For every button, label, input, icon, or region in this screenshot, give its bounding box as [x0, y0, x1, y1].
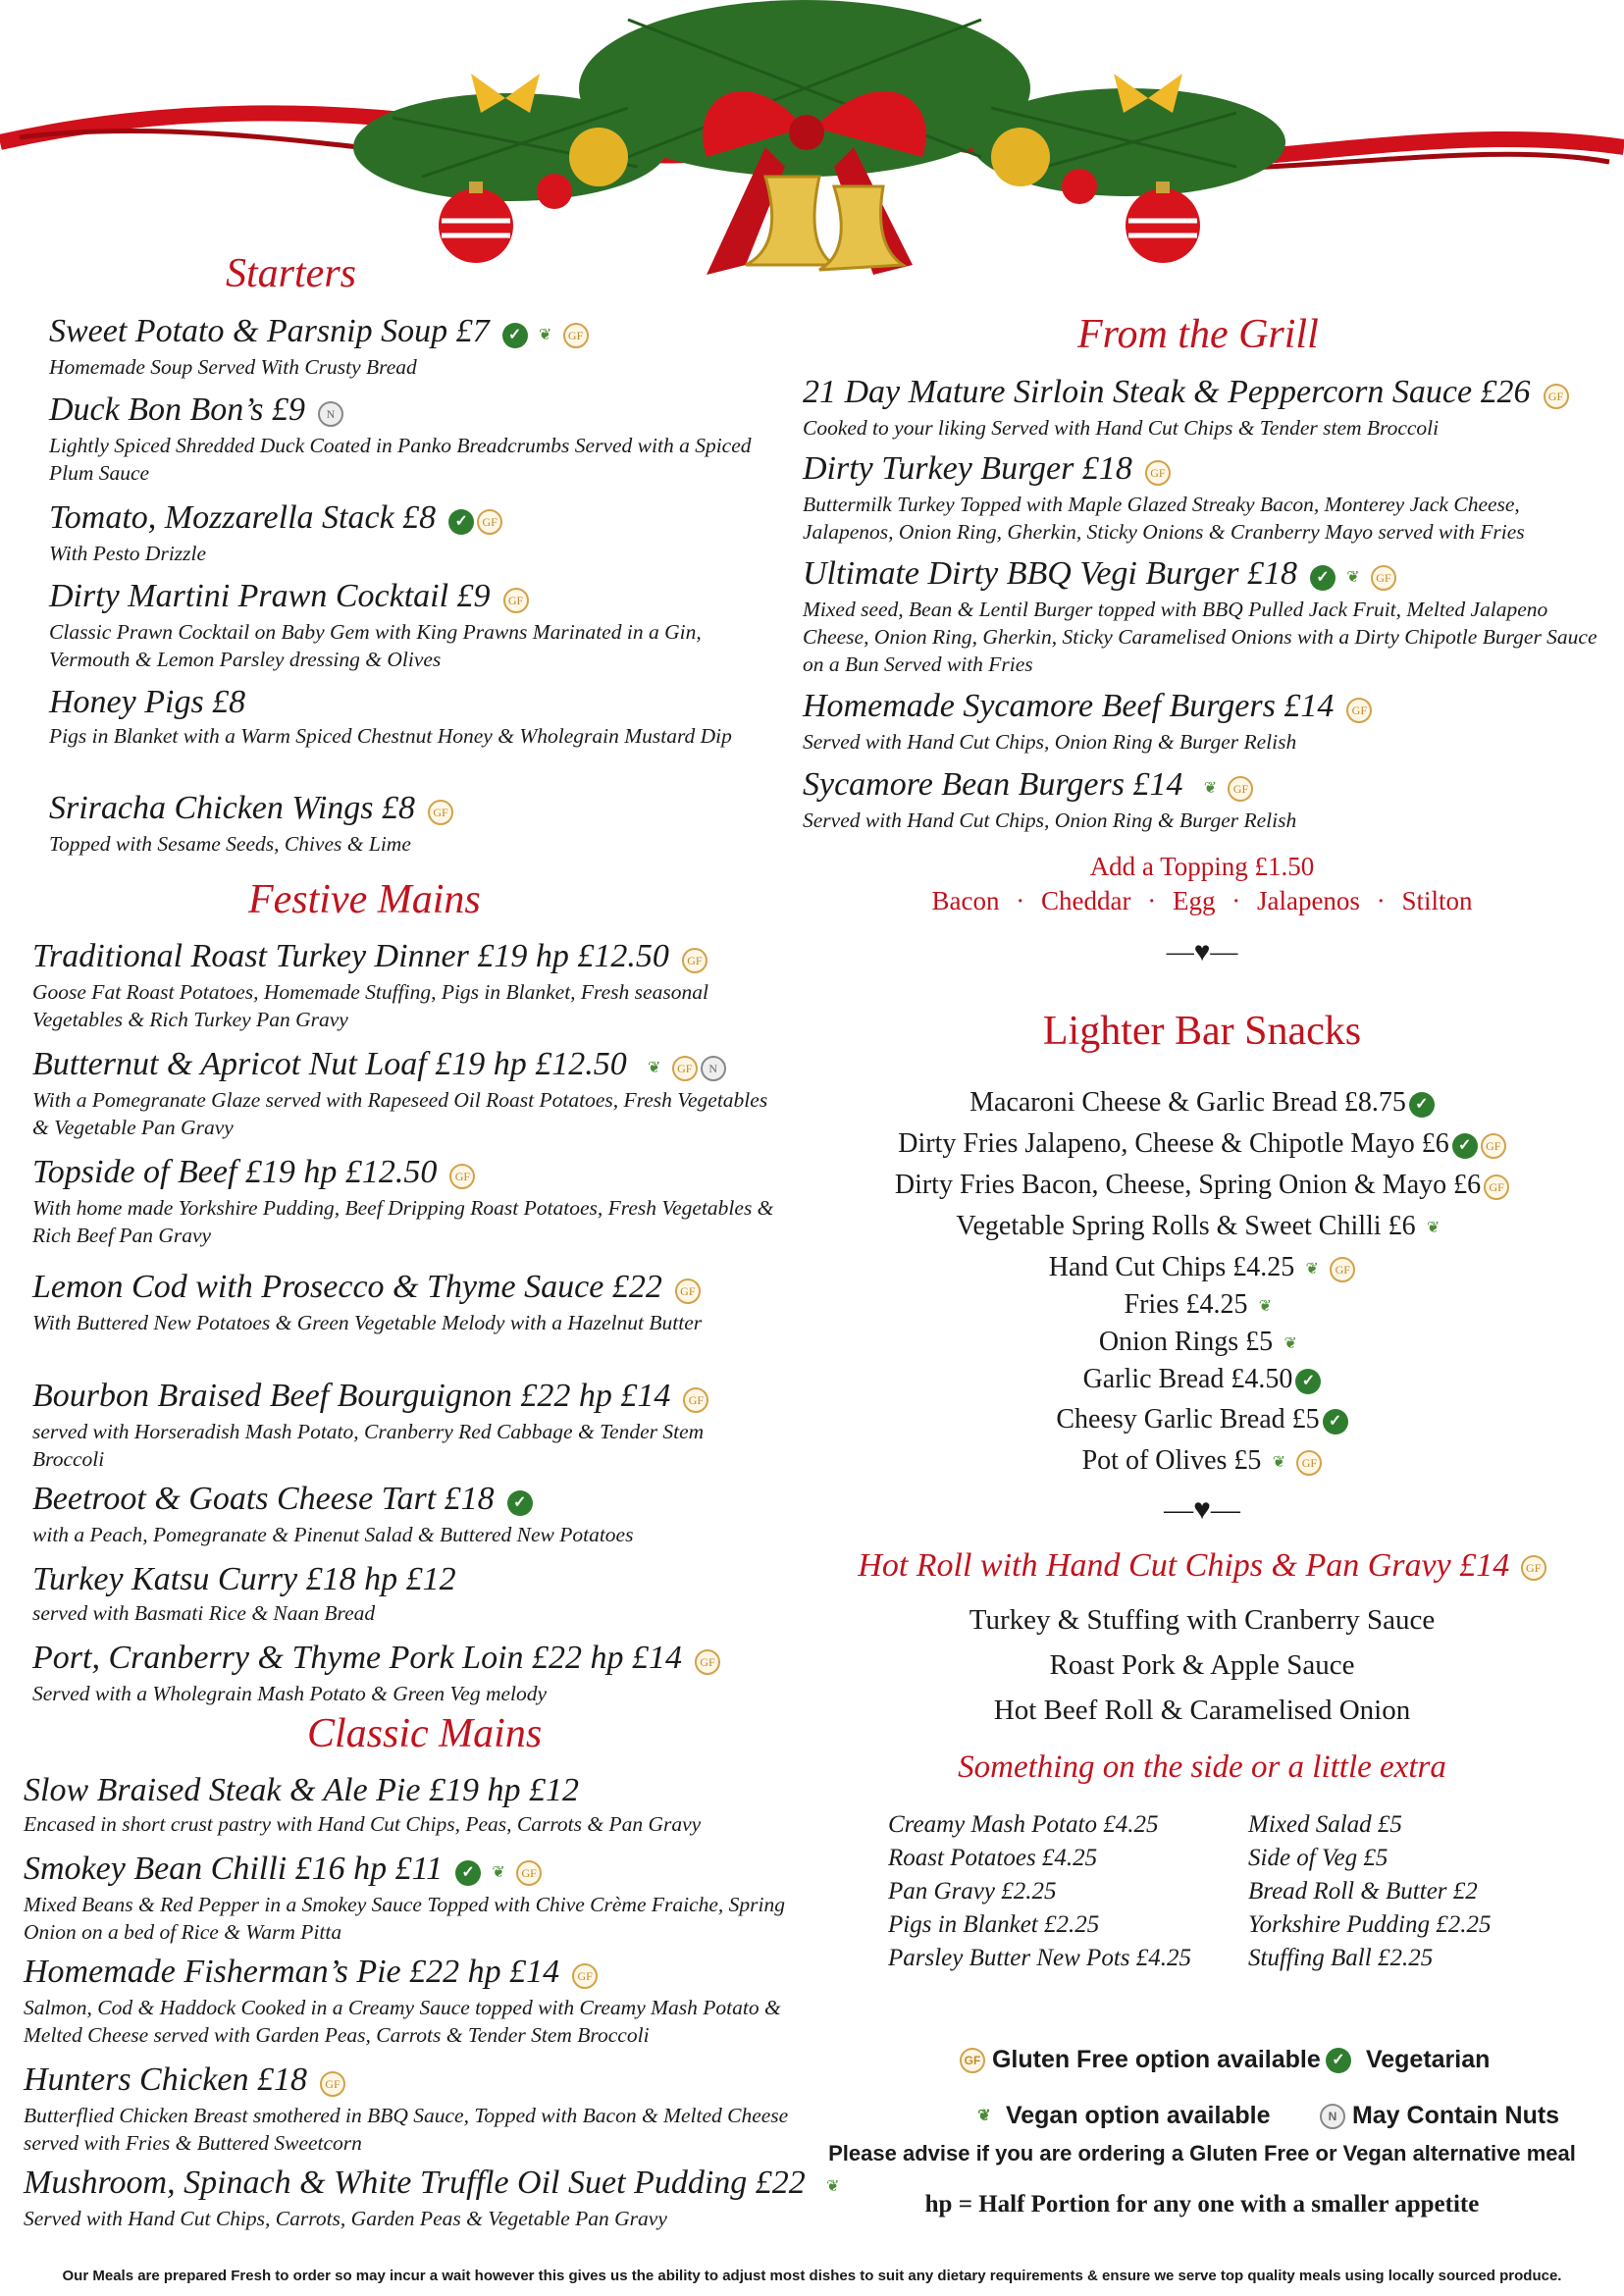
- snack-item: [805, 1399, 1599, 1440]
- vegan-icon: ❦: [1272, 1453, 1286, 1471]
- dish-name: Lemon Cod with Prosecco & Thyme Sauce £22: [32, 1269, 662, 1305]
- snack-name: Garlic Bread £4.50: [1082, 1364, 1293, 1394]
- classic-item-name: [24, 2164, 840, 2205]
- topping-cheddar: Cheddar: [1041, 886, 1131, 915]
- hot-roll-option: Roast Pork & Apple Sauce: [1049, 1649, 1355, 1681]
- dietary-icons: [315, 392, 343, 432]
- festive-item-description: served with Basmati Rice & Naan Bread: [32, 1601, 376, 1625]
- nuts-icon: N: [318, 401, 343, 427]
- classic-mains-heading: Classic Mains: [307, 1711, 543, 1756]
- sides-heading: Something on the side or a little extra: [958, 1749, 1446, 1785]
- topping-jalapenos: Jalapenos: [1256, 886, 1360, 915]
- dietary-icons: [637, 1047, 726, 1086]
- gluten-free-icon: GF: [1544, 384, 1569, 409]
- dish-name: Ultimate Dirty BBQ Vegi Burger £18: [803, 555, 1297, 592]
- dietary-icons: [500, 579, 529, 618]
- vegan-icon: ❦: [492, 1864, 505, 1882]
- grill-item: [803, 765, 1607, 834]
- gluten-free-icon: GF: [1521, 1555, 1546, 1581]
- gluten-free-icon: GF: [503, 588, 529, 613]
- starter-item-description: Homemade Soup Served With Crusty Bread: [49, 355, 417, 380]
- hot-roll-title: Hot Roll with Hand Cut Chips & Pan Gravy £14: [858, 1547, 1510, 1584]
- starter-item-name: [49, 391, 775, 432]
- topping-bacon: Bacon: [931, 886, 1000, 915]
- sides-left-column: [888, 1808, 1191, 1975]
- starter-item: [49, 789, 775, 858]
- starter-item-description: Pigs in Blanket with a Warm Spiced Chestnut Honey & Wholegrain Mustard Dip: [49, 724, 732, 748]
- classic-item-name: [24, 2061, 799, 2102]
- classic-item: [24, 1850, 799, 1946]
- classic-item: [24, 1953, 799, 2049]
- gluten-free-icon: GF: [449, 1164, 475, 1189]
- side-item: Pan Gravy £2.25: [888, 1878, 1057, 1905]
- dish-name: Slow Braised Steak & Ale Pie £19 hp £12: [24, 1772, 579, 1808]
- dietary-icons: [446, 1155, 475, 1194]
- side-item: Creamy Mash Potato £4.25: [888, 1811, 1159, 1838]
- vegetarian-icon: ✓: [1323, 1409, 1348, 1435]
- starter-item-description: Topped with Sesame Seeds, Chives & Lime: [49, 832, 411, 857]
- grill-item: [803, 687, 1607, 756]
- legend-vegetarian: [1323, 2046, 1490, 2074]
- dietary-icons: [425, 791, 453, 830]
- gluten-free-icon: GF: [675, 1278, 701, 1304]
- side-item: Bread Roll & Butter £2: [1248, 1878, 1478, 1905]
- festive-mains-heading: Festive Mains: [248, 877, 481, 922]
- snack-name: Hand Cut Chips £4.25: [1048, 1252, 1295, 1282]
- starter-item-name: [49, 498, 775, 540]
- dish-name: Honey Pigs £8: [49, 684, 246, 720]
- side-item: Yorkshire Pudding £2.25: [1248, 1911, 1492, 1938]
- dietary-icons: [445, 500, 502, 540]
- dietary-icons: [317, 2062, 345, 2102]
- gluten-free-icon: GF: [320, 2071, 345, 2097]
- festive-item-description: Served with a Wholegrain Mash Potato & Green Veg melody: [32, 1682, 548, 1706]
- lighter-bar-snacks-heading: Lighter Bar Snacks: [1042, 1009, 1362, 1054]
- dietary-icons: [452, 1852, 542, 1891]
- festive-item: [32, 1480, 778, 1548]
- dish-name: Homemade Fisherman’s Pie £22 hp £14: [24, 1954, 560, 1990]
- classic-item-name: [24, 1850, 799, 1891]
- vegan-icon: ❦: [1305, 1260, 1319, 1278]
- legend-veg-label: Vegetarian: [1365, 2046, 1491, 2073]
- vegetarian-icon: ✓: [455, 1860, 481, 1886]
- snack-name: Fries £4.25: [1124, 1289, 1248, 1320]
- dish-name: Traditional Roast Turkey Dinner £19 hp £12.50: [32, 938, 669, 974]
- classic-item-description: Butterflied Chicken Breast smothered in BBQ Sauce, Topped with Bacon & Melted Cheese served with Fries & Buttered Sweetcorn: [24, 2104, 789, 2156]
- legend-vegan-label: Vegan option available: [1005, 2102, 1271, 2129]
- grill-item-name: [803, 687, 1607, 728]
- vegetarian-icon: ✓: [1295, 1369, 1321, 1394]
- grill-item-name: [803, 373, 1607, 414]
- dietary-icons: [1541, 375, 1569, 414]
- grill-item-name: [803, 765, 1607, 807]
- starter-item-name: [49, 577, 775, 618]
- festive-item-description: With a Pomegranate Glaze served with Rapeseed Oil Roast Potatoes, Fresh Vegetables & Vegetable Pan Gravy: [32, 1088, 768, 1140]
- dish-name: Mushroom, Spinach & White Truffle Oil Suet Pudding £22: [24, 2165, 806, 2201]
- classic-item-description: Encased in short crust pastry with Hand Cut Chips, Peas, Carrots & Pan Gravy: [24, 1812, 702, 1836]
- grill-item-name: [803, 554, 1607, 596]
- festive-item-description: With Buttered New Potatoes & Green Vegetable Melody with a Hazelnut Butter: [32, 1311, 703, 1335]
- starter-item-description: Lightly Spiced Shredded Duck Coated in Panko Breadcrumbs Served with a Spiced Plum Sauce: [49, 434, 752, 486]
- starter-item: [49, 391, 775, 487]
- dish-name: Dirty Martini Prawn Cocktail £9: [49, 578, 491, 614]
- gluten-free-icon: GF: [516, 1860, 542, 1886]
- snack-item: [805, 1082, 1599, 1123]
- vegetarian-icon: ✓: [502, 323, 528, 348]
- vegan-icon: ❦: [648, 1060, 661, 1077]
- classic-item: [24, 2061, 799, 2157]
- heart-divider: —♥—: [1166, 937, 1238, 967]
- festive-item-name: [32, 1153, 817, 1194]
- snack-name: Dirty Fries Bacon, Cheese, Spring Onion & Mayo £6: [894, 1170, 1482, 1200]
- classic-item-description: Served with Hand Cut Chips, Carrots, Garden Peas & Vegetable Pan Gravy: [24, 2207, 667, 2231]
- gluten-free-icon: GF: [563, 323, 589, 348]
- hot-roll-option: Hot Beef Roll & Caramelised Onion: [993, 1695, 1411, 1726]
- dish-name: Beetroot & Goats Cheese Tart £18: [32, 1481, 495, 1517]
- dish-name: Sweet Potato & Parsnip Soup £7: [49, 313, 490, 349]
- gluten-free-icon: GF: [683, 1387, 708, 1413]
- snack-item: [805, 1206, 1599, 1247]
- festive-item-name: [32, 1377, 719, 1418]
- snack-name: Dirty Fries Jalapeno, Cheese & Chipotle Mayo £6: [898, 1128, 1449, 1159]
- gluten-free-icon: GF: [1371, 565, 1396, 591]
- festive-item-name: [32, 1560, 778, 1599]
- vegetarian-icon: ✓: [1452, 1133, 1478, 1159]
- festive-item: [32, 1639, 778, 1707]
- snack-name: Pot of Olives £5: [1081, 1445, 1262, 1476]
- snack-item: [805, 1165, 1599, 1206]
- snack-item: [805, 1247, 1599, 1288]
- dish-name: Port, Cranberry & Thyme Pork Loin £22 hp £14: [32, 1640, 683, 1676]
- vegan-icon: ❦: [977, 2108, 991, 2125]
- vegan-icon: ❦: [1346, 569, 1360, 587]
- festive-item-description: Goose Fat Roast Potatoes, Homemade Stuffing, Pigs in Blanket, Fresh seasonal Vegetables & Rich Turkey Pan Gravy: [32, 980, 708, 1032]
- dish-name: Topside of Beef £19 hp £12.50: [32, 1154, 438, 1190]
- dietary-icons: [679, 939, 707, 978]
- grill-item: [803, 554, 1607, 678]
- classic-item-name: [24, 1953, 799, 1994]
- hot-roll-heading: [805, 1547, 1599, 1585]
- legend-gluten-free: [957, 2046, 1321, 2074]
- dish-name: Sriracha Chicken Wings £8: [49, 790, 416, 826]
- snack-item: [805, 1322, 1599, 1363]
- dish-name: Turkey Katsu Curry £18 hp £12: [32, 1561, 456, 1597]
- starter-item-name: [49, 789, 775, 830]
- dietary-icons: [1343, 689, 1372, 728]
- vegetarian-icon: ✓: [448, 509, 474, 535]
- dish-name: Hunters Chicken £18: [24, 2061, 307, 2098]
- starters-heading: Starters: [226, 251, 357, 296]
- grill-item-description: Buttermilk Turkey Topped with Maple Glazed Streaky Bacon, Monterey Jack Cheese, Jalapenos, Onion Ring, Gherkin, Sticky Onions & Cranberry Mayo served with Fries: [803, 493, 1525, 545]
- gluten-free-icon: GF: [695, 1649, 720, 1675]
- snack-name: Onion Rings £5: [1098, 1327, 1274, 1357]
- gluten-free-icon: GF: [1484, 1174, 1509, 1200]
- snack-item: [805, 1284, 1599, 1326]
- starter-item: [49, 683, 775, 750]
- dish-name: Tomato, Mozzarella Stack £8: [49, 499, 437, 536]
- dish-name: Butternut & Apricot Nut Loaf £19 hp £12.50: [32, 1046, 627, 1082]
- grill-item: [803, 449, 1607, 546]
- side-item: Pigs in Blanket £2.25: [888, 1911, 1100, 1938]
- dietary-icons: [569, 1955, 598, 1994]
- grill-item-description: Served with Hand Cut Chips, Onion Ring & Burger Relish: [803, 809, 1297, 833]
- starter-item: [49, 498, 775, 567]
- starter-item-description: Classic Prawn Cocktail on Baby Gem with King Prawns Marinated in a Gin, Vermouth & Lemon Parsley dressing & Olives: [49, 620, 702, 672]
- festive-item: [32, 1377, 719, 1473]
- starter-item-name: [49, 312, 775, 353]
- dish-name: Homemade Sycamore Beef Burgers £14: [803, 688, 1335, 724]
- festive-item: [32, 1268, 778, 1336]
- dish-name: 21 Day Mature Sirloin Steak & Peppercorn Sauce £26: [803, 374, 1531, 410]
- vegan-icon: ❦: [538, 327, 552, 344]
- starter-item-description: With Pesto Drizzle: [49, 542, 207, 566]
- legend-advise: Please advise if you are ordering a Gluten Free or Vegan alternative meal: [828, 2141, 1576, 2166]
- snack-name: Cheesy Garlic Bread £5: [1056, 1404, 1320, 1435]
- festive-item-description: served with Horseradish Mash Potato, Cranberry Red Cabbage & Tender Stem Broccoli: [32, 1420, 705, 1472]
- festive-item: [32, 1045, 778, 1141]
- snack-item: [805, 1440, 1599, 1482]
- vegetarian-icon: ✓: [1326, 2048, 1351, 2073]
- festive-item: [32, 1560, 778, 1627]
- gluten-free-icon: GF: [428, 800, 453, 825]
- vegetarian-icon: ✓: [507, 1490, 533, 1516]
- dietary-icons: [1142, 451, 1171, 491]
- topping-stilton: Stilton: [1401, 886, 1473, 915]
- gluten-free-icon: GF: [1330, 1257, 1355, 1282]
- topping-title: Add a Topping £1.50: [1089, 852, 1315, 881]
- classic-item: [24, 2164, 840, 2232]
- gluten-free-icon: GF: [572, 1963, 598, 1989]
- side-item: Side of Veg £5: [1248, 1845, 1388, 1871]
- legend-nuts: [1317, 2102, 1559, 2130]
- starter-item: [49, 577, 775, 673]
- grill-item: [803, 373, 1607, 442]
- grill-item-name: [803, 449, 1607, 491]
- classic-item-name: [24, 1771, 799, 1810]
- nuts-icon: N: [701, 1056, 726, 1081]
- vegetarian-icon: ✓: [1409, 1092, 1435, 1118]
- footer-note: Our Meals are prepared Fresh to order so may incur a wait however this gives us the ability to adjust most dishes to suit any dietary requirements & ensure we serve top quality meals using locally sourced produce.: [62, 2268, 1562, 2284]
- dietary-icons: [504, 1482, 533, 1521]
- snack-name: Vegetable Spring Rolls & Sweet Chilli £6: [956, 1211, 1416, 1241]
- sides-right-column: [1248, 1808, 1491, 1975]
- dietary-icons: [1307, 556, 1396, 596]
- gluten-free-icon: GF: [672, 1056, 698, 1081]
- legend-vegan: [967, 2102, 1270, 2130]
- dish-name: Dirty Turkey Burger £18: [803, 450, 1132, 487]
- gluten-free-icon: GF: [1228, 776, 1253, 802]
- topping-egg: Egg: [1172, 886, 1216, 915]
- starter-item: [49, 312, 775, 381]
- dietary-icons: [680, 1379, 708, 1418]
- side-item: Roast Potatoes £4.25: [888, 1845, 1098, 1871]
- legend-half-portion: hp = Half Portion for any one with a smaller appetite: [924, 2191, 1480, 2218]
- dish-name: Duck Bon Bon’s £9: [49, 391, 305, 428]
- gluten-free-icon: GF: [1481, 1133, 1506, 1159]
- heart-divider-2: —♥—: [1164, 1493, 1240, 1526]
- hot-roll-option: Turkey & Stuffing with Cranberry Sauce: [969, 1604, 1436, 1636]
- classic-item-description: Mixed Beans & Red Pepper in a Smokey Sauce Topped with Chive Crème Fraiche, Spring Onion on a bed of Rice & Warm Pitta: [24, 1893, 786, 1945]
- grill-item-description: Mixed seed, Bean & Lentil Burger topped with BBQ Pulled Jack Fruit, Melted Jalapeno Cheese, Onion Ring, Gherkin, Sticky Caramelised Onions with a Dirty Chipotle Burger Sauce on a Bun Served with Fries: [803, 598, 1598, 677]
- dish-name: Smokey Bean Chilli £16 hp £11: [24, 1851, 444, 1887]
- festive-item-name: [32, 1480, 778, 1521]
- starter-item-name: [49, 683, 775, 722]
- festive-item-name: [32, 1639, 778, 1680]
- gluten-free-icon: GF: [1346, 698, 1372, 723]
- dietary-icons: [672, 1270, 701, 1309]
- from-the-grill-heading: From the Grill: [1077, 312, 1319, 357]
- classic-item-description: Salmon, Cod & Haddock Cooked in a Creamy Sauce topped with Creamy Mash Potato & Melted Cheese served with Garden Peas, Carrots & Tender Stem Broccoli: [24, 1996, 781, 2048]
- legend-gf-label: Gluten Free option available: [991, 2046, 1321, 2073]
- gluten-free-icon: GF: [1296, 1450, 1322, 1476]
- gluten-free-icon: GF: [1145, 460, 1171, 486]
- gluten-free-icon: GF: [682, 948, 707, 973]
- festive-item-name: [32, 1045, 778, 1086]
- gluten-free-icon: GF: [477, 509, 502, 535]
- vegan-icon: ❦: [1426, 1219, 1441, 1236]
- dietary-icons: [1192, 767, 1253, 807]
- snack-name: Macaroni Cheese & Garlic Bread £8.75: [969, 1087, 1406, 1118]
- vegan-icon: ❦: [1283, 1334, 1297, 1352]
- legend-nuts-label: May Contain Nuts: [1351, 2102, 1560, 2129]
- topping-options: Bacon · Cheddar · Egg · Jalapenos · Stilton: [931, 886, 1473, 915]
- festive-item-description: With home made Yorkshire Pudding, Beef Dripping Roast Potatoes, Fresh Vegetables & Rich Beef Pan Gravy: [32, 1196, 774, 1248]
- classic-item: [24, 1771, 799, 1838]
- festive-item-name: [32, 937, 778, 978]
- gluten-free-icon: GF: [960, 2048, 985, 2073]
- dish-name: Sycamore Bean Burgers £14: [803, 766, 1183, 803]
- side-item: Mixed Salad £5: [1248, 1811, 1402, 1838]
- side-item: Parsley Butter New Pots £4.25: [888, 1945, 1191, 1971]
- grill-item-description: Served with Hand Cut Chips, Onion Ring & Burger Relish: [803, 730, 1297, 755]
- festive-item-name: [32, 1268, 778, 1309]
- snack-item: [805, 1123, 1599, 1165]
- dish-name: Bourbon Braised Beef Bourguignon £22 hp £14: [32, 1378, 671, 1414]
- side-item: Stuffing Ball £2.25: [1248, 1945, 1434, 1971]
- nuts-icon: N: [1320, 2104, 1345, 2129]
- snack-item: [805, 1359, 1599, 1400]
- festive-item: [32, 1153, 817, 1249]
- dietary-icons: [692, 1641, 720, 1680]
- vegetarian-icon: ✓: [1310, 565, 1336, 591]
- vegan-icon: ❦: [826, 2178, 840, 2196]
- dietary-icons: [499, 314, 589, 353]
- festive-item: [32, 937, 778, 1033]
- vegan-icon: ❦: [1258, 1297, 1273, 1315]
- vegan-icon: ❦: [1203, 780, 1218, 798]
- grill-item-description: Cooked to your liking Served with Hand Cut Chips & Tender stem Broccoli: [803, 416, 1440, 441]
- festive-item-description: with a Peach, Pomegranate & Pinenut Salad & Buttered New Potatoes: [32, 1523, 634, 1547]
